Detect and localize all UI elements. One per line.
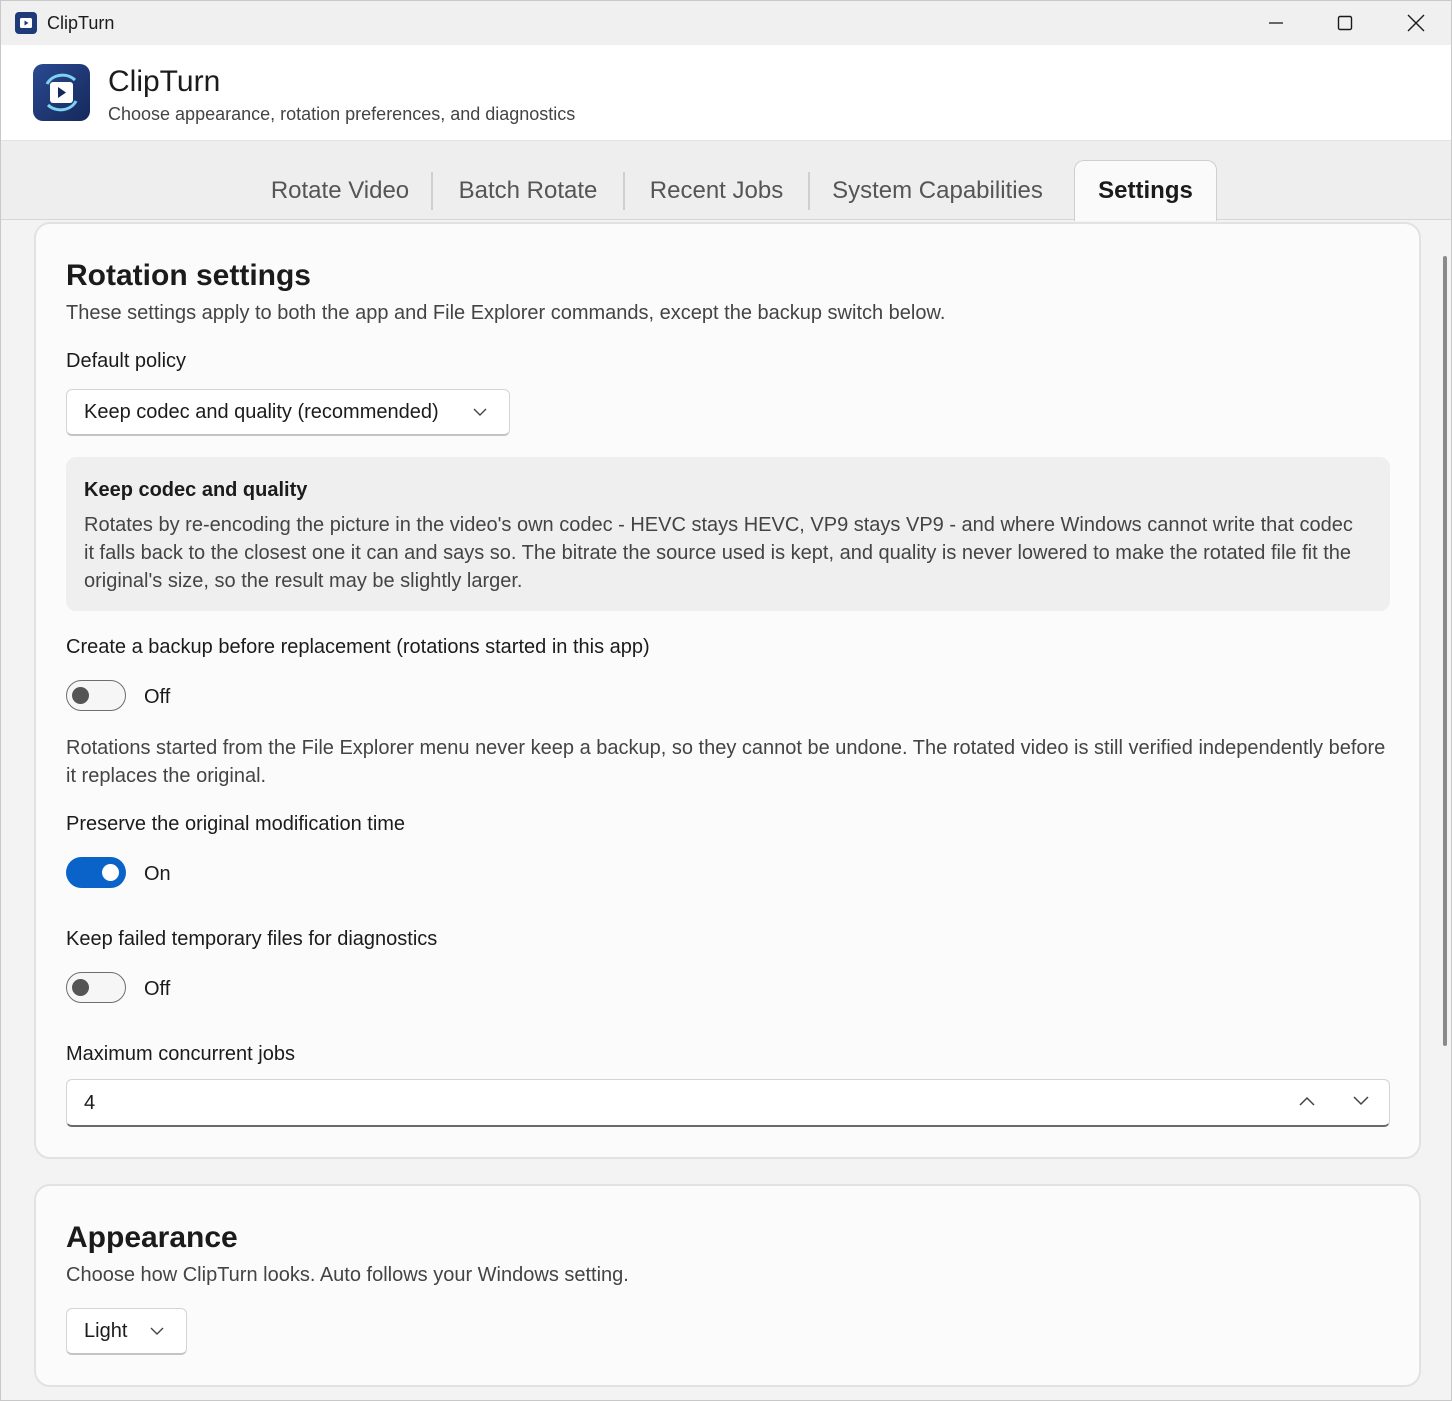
default-policy-label: Default policy bbox=[66, 350, 187, 372]
chevron-down-icon bbox=[150, 1326, 164, 1336]
tab-bar bbox=[1, 141, 1451, 220]
backup-toggle[interactable] bbox=[66, 680, 126, 711]
tab-rotate-video[interactable]: Rotate Video bbox=[249, 161, 431, 220]
appearance-card bbox=[34, 1184, 1421, 1387]
tab-recent-jobs[interactable]: Recent Jobs bbox=[625, 161, 808, 220]
policy-info-title: Keep codec and quality bbox=[84, 479, 308, 501]
rotation-settings-description: These settings apply to both the app and File Explorer commands, except the backup switch below. bbox=[66, 302, 946, 324]
preserve-time-toggle-state: On bbox=[144, 863, 171, 885]
minimize-button[interactable] bbox=[1241, 1, 1311, 45]
close-button[interactable] bbox=[1381, 1, 1451, 45]
backup-toggle-state: Off bbox=[144, 686, 171, 708]
concurrent-jobs-input[interactable] bbox=[66, 1079, 1390, 1127]
keep-failed-label: Keep failed temporary files for diagnostics bbox=[66, 928, 438, 950]
theme-dropdown[interactable] bbox=[66, 1308, 187, 1355]
default-policy-dropdown[interactable] bbox=[66, 389, 510, 436]
concurrent-jobs-label: Maximum concurrent jobs bbox=[66, 1043, 295, 1065]
default-policy-value: Keep codec and quality (recommended) bbox=[84, 400, 439, 423]
theme-value: Light bbox=[84, 1319, 128, 1342]
tab-batch-rotate[interactable]: Batch Rotate bbox=[433, 161, 623, 220]
toggle-knob bbox=[72, 687, 89, 704]
vertical-scrollbar[interactable] bbox=[1443, 256, 1447, 1046]
window-title: ClipTurn bbox=[47, 13, 115, 33]
backup-note: Rotations started from the File Explorer menu never keep a backup, so they cannot be undone. The rotated video is still verified independently before it replaces the original. bbox=[66, 737, 1386, 787]
rotation-settings-card bbox=[34, 222, 1421, 1159]
tab-system-capabilities[interactable]: System Capabilities bbox=[832, 176, 1043, 204]
maximize-button[interactable] bbox=[1310, 1, 1380, 45]
toggle-knob bbox=[102, 864, 119, 881]
title-bar bbox=[1, 1, 1451, 45]
concurrent-jobs-value: 4 bbox=[84, 1092, 96, 1114]
app-small-icon bbox=[14, 11, 38, 35]
tab-settings[interactable]: Settings bbox=[1074, 160, 1217, 221]
app-subtitle: Choose appearance, rotation preferences, and diagnostics bbox=[108, 104, 576, 124]
backup-label: Create a backup before replacement (rotations started in this app) bbox=[66, 636, 650, 658]
appearance-description: Choose how ClipTurn looks. Auto follows your Windows setting. bbox=[66, 1264, 629, 1286]
toggle-knob bbox=[72, 979, 89, 996]
preserve-time-label: Preserve the original modification time bbox=[66, 813, 406, 835]
policy-info-box bbox=[66, 457, 1390, 611]
chevron-down-icon bbox=[473, 407, 487, 417]
app-name: ClipTurn bbox=[108, 65, 221, 98]
minimize-icon bbox=[1268, 15, 1284, 31]
policy-info-body: Rotates by re-encoding the picture in the video's own codec - HEVC stays HEVC, VP9 stays VP9 - and where Windows cannot write that codec it falls back to the closest one it can and says so. The bitrate the source used is kept, and quality is never lowered to make the rotated file fit the original's size, so the result may be slightly larger. bbox=[84, 514, 1353, 592]
keep-failed-toggle[interactable] bbox=[66, 972, 126, 1003]
chevron-up-icon[interactable] bbox=[1299, 1095, 1315, 1107]
close-icon bbox=[1407, 14, 1425, 32]
rotation-settings-title: Rotation settings bbox=[66, 259, 311, 292]
appearance-title: Appearance bbox=[66, 1221, 238, 1254]
app-header bbox=[1, 45, 1451, 141]
maximize-icon bbox=[1337, 15, 1353, 31]
chevron-down-icon[interactable] bbox=[1353, 1095, 1369, 1107]
preserve-time-toggle[interactable] bbox=[66, 857, 126, 888]
keep-failed-toggle-state: Off bbox=[144, 978, 171, 1000]
app-logo-icon bbox=[33, 64, 90, 121]
